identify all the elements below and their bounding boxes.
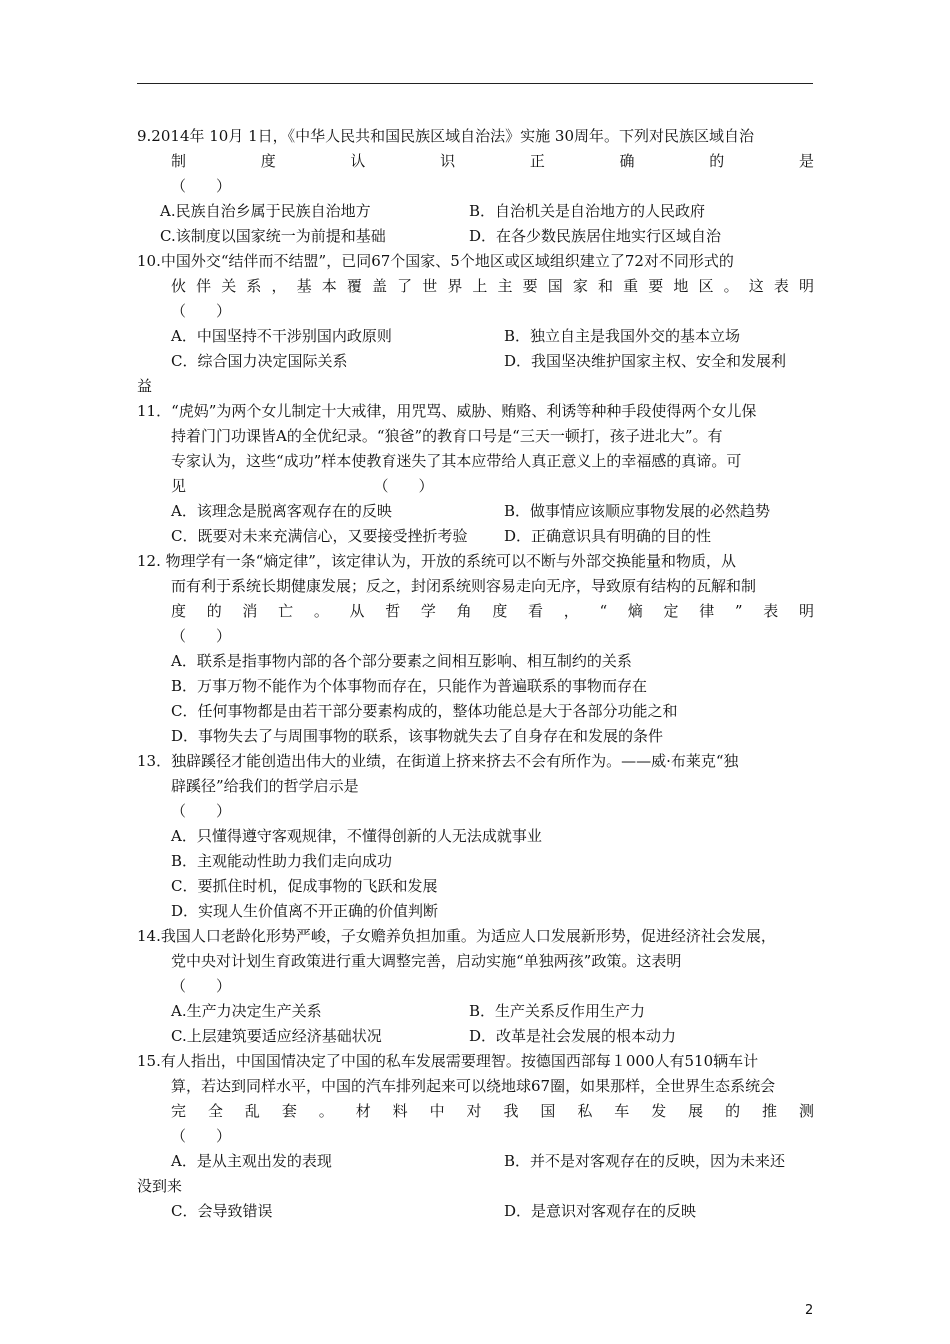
question-12-option-b: B．万事万物不能作为个体事物而存在，只能作为普遍联系的事物而存在 (171, 677, 648, 695)
question-10-option-c: C．综合国力决定国际关系 (171, 352, 348, 370)
question-15-answer-blank: （ ） (171, 1127, 232, 1145)
question-13-option-b: B．主观能动性助力我们走向成功 (171, 852, 393, 870)
question-10-option-b: B．独立自主是我国外交的基本立场 (504, 327, 741, 345)
question-14-stem-line-1: 14.我国人口老龄化形势严峻，子女赡养负担加重。为适应人口发展新形势，促进经济社会发展， (137, 927, 776, 945)
question-12-answer-blank: （ ） (171, 627, 232, 645)
header-rule (137, 83, 813, 84)
question-14-option-a: A.生产力决定生产关系 (171, 1002, 322, 1020)
question-15-option-b: B．并不是对客观存在的反映，因为未来还 (504, 1152, 786, 1170)
page-number: 2 (805, 1303, 814, 1318)
question-13-option-a: A．只懂得遵守客观规律，不懂得创新的人无法成就事业 (171, 827, 542, 845)
question-10-option-d-wrap: 益 (137, 377, 153, 395)
question-15-stem-line-2: 算，若达到同样水平，中国的汽车排列起来可以绕地球67圈，如果那样，全世界生态系统会 (171, 1077, 776, 1095)
question-11-stem-line-3: 专家认为，这些“成功”样本使教育迷失了其本应带给人真正意义上的幸福感的真谛。可 (171, 452, 742, 470)
question-11-stem-line-2: 持着门门功课皆A的全优纪录。“狼爸”的教育口号是“三天一顿打，孩子进北大”。有 (171, 427, 723, 445)
question-13-option-c: C．要抓住时机，促成事物的飞跃和发展 (171, 877, 438, 895)
question-10-stem-line-1: 10.中国外交“结伴而不结盟”，已同67个国家、5个地区或区域组织建立了72对不同形式的 (137, 252, 734, 270)
question-9-option-a: A.民族自治乡属于民族自治地方 (160, 202, 371, 220)
question-15-option-a: A．是从主观出发的表现 (171, 1152, 332, 1170)
question-14-option-c: C.上层建筑要适应经济基础状况 (171, 1027, 382, 1045)
question-9-stem-line-2: 制度认识正确的是 (171, 152, 814, 170)
question-11-stem-line-1: 11．“虎妈”为两个女儿制定十大戒律，用咒骂、威胁、贿赂、利诱等种种手段使得两个女儿保 (137, 402, 757, 420)
question-11-stem-line-4: 见 （ ） (171, 477, 434, 495)
question-15-option-c: C．会导致错误 (171, 1202, 273, 1220)
question-14-option-d: D．改革是社会发展的根本动力 (469, 1027, 677, 1045)
question-11-option-b: B．做事情应该顺应事物发展的必然趋势 (504, 502, 771, 520)
question-12-stem-line-1: 12. 物理学有一条“熵定律”，该定律认为，开放的系统可以不断与外部交换能量和物质，从 (137, 552, 736, 570)
question-9-option-c: C.该制度以国家统一为前提和基础 (160, 227, 386, 245)
question-10-option-a: A．中国坚持不干涉别国内政原则 (171, 327, 392, 345)
question-9-option-d: D．在各少数民族居住地实行区域自治 (469, 227, 722, 245)
question-12-option-c: C．任何事物都是由若干部分要素构成的，整体功能总是大于各部分功能之和 (171, 702, 678, 720)
question-14-stem-line-2: 党中央对计划生育政策进行重大调整完善，启动实施“单独两孩”政策。这表明 (171, 952, 682, 970)
question-12-stem-line-2: 而有利于系统长期健康发展；反之，封闭系统则容易走向无序，导致原有结构的瓦解和制 (171, 577, 757, 595)
question-15-stem-line-3: 完全乱套。材料中对我国私车发展的推测 (171, 1102, 814, 1120)
question-10-stem-line-2: 伙伴关系，基本覆盖了世界上主要国家和重要地区。这表明 (171, 277, 814, 295)
question-11-option-a: A．该理念是脱离客观存在的反映 (171, 502, 392, 520)
question-11-option-d: D．正确意识具有明确的目的性 (504, 527, 712, 545)
question-15-option-b-wrap: 没到来 (137, 1177, 183, 1195)
question-12-stem-line-3: 度的消亡。从哲学角度看，“熵定律”表明 (171, 602, 814, 620)
question-9-stem-line-1: 9.2014年 10月 1日，《中华人民共和国民族区域自治法》实施 30周年。下列对民族区域自治 (137, 127, 755, 145)
question-15-option-d: D．是意识对客观存在的反映 (504, 1202, 697, 1220)
question-14-option-b: B．生产关系反作用生产力 (469, 1002, 646, 1020)
question-13-option-d: D．实现人生价值离不开正确的价值判断 (171, 902, 439, 920)
question-13-stem-line-2: 辟蹊径”给我们的哲学启示是 (171, 777, 359, 795)
question-10-option-d: D．我国坚决维护国家主权、安全和发展利 (504, 352, 787, 370)
question-10-answer-blank: （ ） (171, 302, 232, 320)
question-9-answer-blank: （ ） (171, 177, 232, 195)
question-14-answer-blank: （ ） (171, 977, 232, 995)
question-9-option-b: B．自治机关是自治地方的人民政府 (469, 202, 706, 220)
question-12-option-d: D．事物失去了与周围事物的联系，该事物就失去了自身存在和发展的条件 (171, 727, 664, 745)
question-11-option-c: C．既要对未来充满信心，又要接受挫折考验 (171, 527, 468, 545)
question-13-stem-line-1: 13．独辟蹊径才能创造出伟大的业绩，在街道上挤来挤去不会有所作为。——威·布莱克“独 (137, 752, 739, 770)
question-15-stem-line-1: 15.有人指出，中国国情决定了中国的私车发展需要理智。按德国西部每１000人有510辆车计 (137, 1052, 759, 1070)
question-13-answer-blank: （ ） (171, 802, 232, 820)
question-12-option-a: A．联系是指事物内部的各个部分要素之间相互影响、相互制约的关系 (171, 652, 632, 670)
